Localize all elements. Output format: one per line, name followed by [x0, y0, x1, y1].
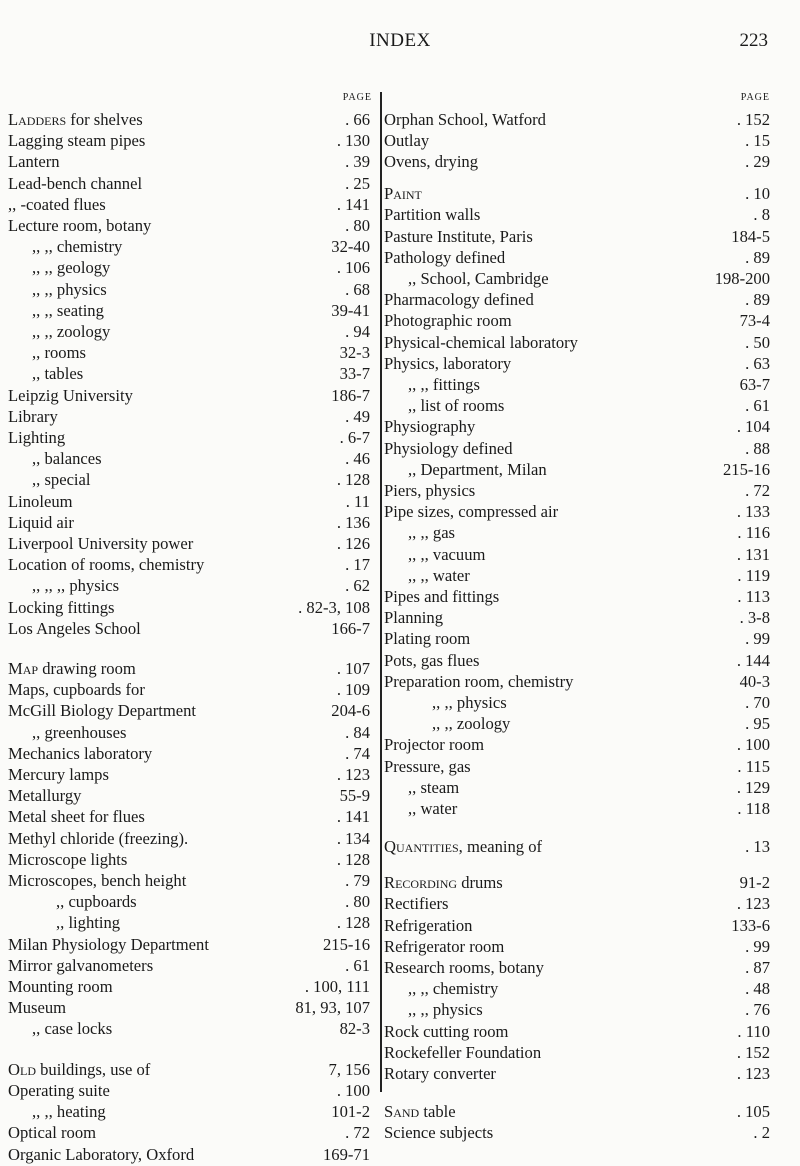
page-reference: . 61 — [745, 396, 770, 416]
index-term: ,, ,, physics — [432, 693, 507, 712]
index-term: Map drawing room — [8, 659, 136, 679]
index-term: Microscopes, bench height — [8, 871, 187, 891]
index-entry — [384, 756, 770, 778]
page-reference: 33-7 — [339, 364, 370, 384]
page-reference: 73-4 — [739, 311, 770, 331]
index-entry — [384, 130, 770, 152]
page-reference: . 11 — [345, 491, 370, 511]
index-term: Photographic room — [384, 311, 512, 331]
page-reference: . 128 — [336, 913, 370, 933]
page-reference: . 66 — [345, 110, 370, 129]
index-term: Partition walls — [384, 205, 481, 225]
index-term: Optical room — [8, 1123, 97, 1143]
index-term: ,, ,, vacuum — [408, 544, 486, 564]
index-term: Liquid air — [8, 512, 74, 532]
index-term: Metallurgy — [8, 786, 82, 806]
index-term: Pharmacology defined — [384, 290, 534, 310]
index-entry — [8, 300, 378, 322]
page-reference: 198-200 — [714, 269, 770, 288]
index-entry — [384, 915, 770, 937]
index-term: Ovens, drying — [384, 152, 479, 172]
page-reference: 32-3 — [339, 343, 370, 363]
index-term: McGill Biology Department — [8, 701, 197, 721]
page-reference: . 3-8 — [739, 608, 770, 628]
page-reference: . 113 — [737, 587, 770, 606]
index-entry — [8, 849, 378, 871]
page-reference: . 25 — [345, 173, 370, 193]
page-reference: 63-7 — [739, 375, 770, 394]
index-entry — [384, 310, 770, 332]
index-term: Lead-bench channel — [8, 173, 143, 193]
page-reference: . 80 — [345, 892, 370, 912]
page-reference: . 10 — [745, 184, 770, 204]
page-reference: 186-7 — [331, 385, 370, 405]
page-reference: . 94 — [345, 322, 370, 341]
index-term: Locking fittings — [8, 597, 115, 617]
index-term: ,, water — [408, 799, 458, 818]
page-reference: 215-16 — [722, 459, 770, 479]
page-reference: . 50 — [745, 332, 770, 352]
index-term: Physiography — [384, 417, 476, 437]
page-reference: . 99 — [745, 629, 770, 649]
index-term: Lecture room, botany — [8, 216, 152, 235]
index-entry — [384, 650, 770, 672]
page-reference: . 87 — [745, 958, 770, 977]
page-reference: . 6-7 — [339, 428, 370, 447]
index-term: ,, list of rooms — [408, 396, 505, 416]
index-term: Microscope lights — [8, 849, 128, 869]
index-entry — [384, 438, 770, 460]
page-reference: . 8 — [753, 205, 770, 225]
index-entry — [8, 1059, 378, 1081]
index-entry — [384, 247, 770, 269]
index-term: Sand table — [384, 1102, 456, 1122]
index-term: ,, ,, water — [408, 565, 470, 585]
page-reference: . 152 — [736, 1042, 770, 1062]
page-reference: . 126 — [336, 534, 370, 553]
index-entry — [8, 109, 378, 131]
page-column-label: PAGE — [740, 92, 770, 103]
index-entry — [8, 891, 378, 913]
index-entry — [8, 955, 378, 977]
index-term: Quantities, meaning of — [384, 837, 543, 857]
index-term: ,, lighting — [56, 913, 121, 933]
index-entry — [384, 183, 770, 205]
page-reference: . 131 — [736, 544, 770, 564]
index-entry — [8, 194, 378, 216]
index-entry — [8, 257, 378, 279]
index-entry — [384, 374, 770, 396]
index-term: Pipes and fittings — [384, 587, 500, 606]
page-reference: . 88 — [745, 438, 770, 458]
index-entry — [8, 554, 378, 576]
page-reference: 55-9 — [339, 786, 370, 806]
index-term: Outlay — [384, 131, 430, 151]
index-term: Pipe sizes, compressed air — [384, 502, 559, 522]
index-term: Operating suite — [8, 1080, 110, 1100]
index-term: ,, School, Cambridge — [408, 269, 549, 288]
index-term: Piers, physics — [384, 481, 476, 500]
page-reference: 101-2 — [331, 1102, 370, 1122]
page-reference: 184-5 — [731, 226, 770, 246]
index-term: ,, ,, heating — [32, 1102, 106, 1122]
index-entry — [384, 1042, 770, 1064]
index-term: Mounting room — [8, 977, 113, 997]
index-term: Methyl chloride (freezing). — [8, 828, 189, 848]
index-entry — [384, 734, 770, 756]
index-entry — [384, 999, 770, 1021]
index-entry — [384, 268, 770, 290]
index-entry — [8, 406, 378, 428]
index-term: ,, ,, seating — [32, 300, 104, 320]
index-entry — [384, 289, 770, 311]
index-entry — [384, 713, 770, 735]
page-reference: . 130 — [336, 131, 370, 151]
index-entry — [8, 912, 378, 934]
page-reference: . 152 — [736, 110, 770, 129]
page-reference: . 128 — [336, 470, 370, 490]
page-reference: . 129 — [736, 777, 770, 797]
index-entry — [8, 870, 378, 892]
index-term: ,, Department, Milan — [408, 459, 547, 479]
page-reference: . 72 — [745, 481, 770, 500]
index-entry — [384, 109, 770, 131]
index-entry — [8, 976, 378, 998]
index-term: ,, ,, gas — [408, 523, 456, 543]
index-term: Mercury lamps — [8, 765, 109, 785]
page-reference: . 107 — [336, 659, 370, 679]
page-reference: . 116 — [737, 523, 770, 543]
index-term: Pasture Institute, Paris — [384, 226, 533, 246]
index-entry — [8, 1144, 378, 1166]
index-entry — [8, 618, 378, 640]
index-term: Science subjects — [384, 1123, 494, 1143]
index-entry — [384, 1101, 770, 1123]
index-term: Linoleum — [8, 491, 73, 511]
index-term: Location of rooms, chemistry — [8, 555, 205, 575]
page-reference: . 136 — [336, 512, 370, 532]
page-reference: . 15 — [745, 131, 770, 151]
page-reference: . 17 — [345, 555, 370, 575]
column-divider — [380, 92, 382, 1092]
index-term: Research rooms, botany — [384, 958, 544, 977]
index-term: Physical-chemical laboratory — [384, 332, 578, 352]
index-entry — [384, 1122, 770, 1144]
index-entry — [8, 512, 378, 534]
index-entry — [384, 416, 770, 438]
index-entry — [384, 151, 770, 173]
running-title: INDEX — [369, 30, 431, 51]
index-term: Los Angeles School — [8, 618, 141, 638]
page-reference: . 46 — [345, 449, 370, 469]
index-term: Ladders for shelves — [8, 110, 143, 129]
index-entry — [384, 332, 770, 354]
index-term: Projector room — [384, 735, 485, 755]
index-entry — [384, 204, 770, 226]
index-entry — [384, 544, 770, 566]
page-number: 223 — [739, 30, 768, 51]
page-reference: . 72 — [345, 1123, 370, 1143]
index-entry — [384, 893, 770, 915]
index-entry — [8, 785, 378, 807]
page-reference: . 13 — [745, 837, 770, 857]
index-entry — [8, 427, 378, 449]
page-reference: 39-41 — [331, 300, 370, 320]
index-term: Library — [8, 406, 58, 426]
index-term: Refrigerator room — [384, 936, 505, 956]
index-term: Plating room — [384, 629, 471, 649]
index-entry — [384, 607, 770, 629]
index-term: ,, ,, physics — [408, 1000, 483, 1020]
index-term: ,, rooms — [32, 343, 86, 363]
index-term: Old buildings, use of — [8, 1059, 151, 1079]
page-reference: . 61 — [345, 955, 370, 975]
page-reference: . 100 — [336, 1080, 370, 1100]
index-entry — [384, 1063, 770, 1085]
index-term: Lagging steam pipes — [8, 131, 146, 151]
index-term: Liverpool University power — [8, 534, 194, 553]
index-entry — [384, 522, 770, 544]
page-reference: . 118 — [737, 799, 770, 818]
page-reference: . 144 — [736, 650, 770, 670]
index-term: Rectifiers — [384, 894, 449, 914]
index-entry — [8, 448, 378, 470]
index-term: ,, steam — [408, 777, 460, 797]
page-reference: 82-3 — [339, 1019, 370, 1039]
index-term: ,, greenhouses — [32, 722, 127, 742]
index-term: ,, case locks — [32, 1019, 113, 1039]
index-entry — [8, 934, 378, 956]
page-reference: . 133 — [736, 502, 770, 522]
index-entry — [8, 173, 378, 195]
index-entry — [8, 130, 378, 152]
page-reference: . 76 — [745, 1000, 770, 1020]
page-reference: . 106 — [336, 258, 370, 278]
index-term: Mirror galvanometers — [8, 955, 154, 975]
page-column-label: PAGE — [342, 92, 372, 103]
index-term: Museum — [8, 998, 67, 1018]
page-reference: 133-6 — [731, 915, 770, 935]
page-reference: . 48 — [745, 979, 770, 999]
index-term: ,, ,, fittings — [408, 375, 480, 394]
index-term: Milan Physiology Department — [8, 934, 209, 954]
index-term: Lighting — [8, 428, 66, 447]
index-entry — [384, 395, 770, 417]
index-entry — [8, 363, 378, 385]
index-entry — [8, 658, 378, 680]
page-reference: . 68 — [345, 279, 370, 299]
index-entry — [384, 836, 770, 858]
index-entry — [384, 628, 770, 650]
page-reference: . 80 — [345, 216, 370, 235]
index-entry — [384, 978, 770, 1000]
page-reference: . 141 — [336, 194, 370, 214]
page-reference: 169-71 — [322, 1144, 370, 1164]
index-term: Pots, gas flues — [384, 650, 480, 670]
index-entry — [384, 226, 770, 248]
index-entry — [8, 764, 378, 786]
page-reference: . 134 — [336, 828, 370, 848]
index-term: Maps, cupboards for — [8, 680, 145, 700]
index-entry — [384, 1021, 770, 1043]
page-reference: . 89 — [745, 290, 770, 310]
index-entry — [8, 236, 378, 258]
page-reference: . 123 — [336, 765, 370, 785]
page-reference: . 99 — [745, 936, 770, 956]
page-reference: 215-16 — [322, 934, 370, 954]
page-reference: . 63 — [745, 353, 770, 373]
index-entry — [384, 957, 770, 979]
index-term: ,, ,, chemistry — [408, 979, 499, 999]
index-entry — [8, 469, 378, 491]
index-term: Leipzig University — [8, 385, 133, 405]
index-term: Rotary converter — [384, 1064, 496, 1083]
index-entry — [384, 565, 770, 587]
index-term: Recording drums — [384, 873, 503, 893]
index-term: Rock cutting room — [384, 1021, 509, 1041]
index-entry — [384, 777, 770, 799]
index-term: ,, special — [32, 470, 91, 490]
index-term: ,, ,, ,, physics — [32, 576, 120, 596]
index-term: Pressure, gas — [384, 756, 471, 776]
page-reference: . 79 — [345, 871, 370, 891]
index-term: ,, balances — [32, 449, 102, 469]
index-entry — [384, 586, 770, 608]
index-entry — [384, 692, 770, 714]
page-header — [0, 30, 800, 60]
index-entry — [384, 798, 770, 820]
page-reference: 7, 156 — [328, 1059, 370, 1079]
index-term: ,, ,, geology — [32, 258, 111, 278]
page-reference: . 95 — [745, 714, 770, 734]
index-entry — [8, 321, 378, 343]
index-term: ,, ,, zoology — [32, 322, 111, 341]
index-entry — [8, 151, 378, 173]
page-reference: 81, 93, 107 — [295, 998, 370, 1018]
index-term: ,, ,, chemistry — [32, 237, 123, 257]
index-entry — [8, 491, 378, 513]
index-entry — [384, 936, 770, 958]
index-entry — [8, 533, 378, 555]
index-entry — [8, 342, 378, 364]
index-term: Lantern — [8, 152, 60, 172]
page-reference: . 105 — [736, 1102, 770, 1122]
index-entry — [8, 597, 378, 619]
page-reference: . 39 — [345, 152, 370, 172]
page-reference: . 109 — [336, 680, 370, 700]
page-reference: . 100, 111 — [304, 977, 370, 997]
page-reference: . 29 — [745, 152, 770, 172]
index-entry — [8, 575, 378, 597]
index-term: Metal sheet for flues — [8, 807, 145, 827]
index-term: Paint — [384, 184, 422, 204]
index-term: Planning — [384, 608, 444, 628]
page-reference: . 128 — [336, 849, 370, 869]
index-term: Refrigeration — [384, 915, 473, 935]
page-reference: . 104 — [736, 417, 770, 437]
index-entry — [8, 743, 378, 765]
page-reference: . 84 — [345, 722, 370, 742]
page-reference: 40-3 — [739, 671, 770, 691]
index-entry — [8, 679, 378, 701]
page-reference: . 123 — [736, 894, 770, 914]
index-term: Rockefeller Foundation — [384, 1042, 542, 1062]
index-entry — [8, 828, 378, 850]
index-term: Pathology defined — [384, 247, 506, 267]
index-entry — [384, 872, 770, 894]
index-entry — [384, 501, 770, 523]
index-term: ,, -coated flues — [8, 194, 106, 214]
page-reference: . 2 — [753, 1123, 770, 1143]
page-reference: . 119 — [737, 565, 770, 585]
index-entry — [384, 480, 770, 502]
index-entry — [8, 806, 378, 828]
page-reference: . 115 — [737, 756, 770, 776]
index-entry — [8, 279, 378, 301]
index-term: Organic Laboratory, Oxford — [8, 1144, 195, 1164]
index-term: Physiology defined — [384, 438, 513, 458]
index-entry — [8, 997, 378, 1019]
index-entry — [8, 722, 378, 744]
page-reference: . 70 — [745, 693, 770, 712]
index-term: Physics, laboratory — [384, 353, 512, 373]
index-entry — [8, 1101, 378, 1123]
index-term: ,, ,, zoology — [432, 714, 511, 734]
index-entry — [8, 700, 378, 722]
page-reference: . 62 — [345, 576, 370, 596]
index-entry — [8, 215, 378, 237]
page-reference: . 89 — [745, 247, 770, 267]
index-entry — [384, 671, 770, 693]
page-reference: 91-2 — [739, 873, 770, 893]
index-entry — [8, 1018, 378, 1040]
page-reference: 204-6 — [331, 701, 370, 721]
page-reference: . 123 — [736, 1064, 770, 1083]
page-reference: 32-40 — [331, 237, 370, 257]
page-reference: . 74 — [345, 743, 370, 763]
index-entry — [8, 385, 378, 407]
index-entry — [384, 353, 770, 375]
index-term: Mechanics laboratory — [8, 743, 153, 763]
page-reference: . 100 — [736, 735, 770, 755]
page-reference: . 141 — [336, 807, 370, 827]
page-reference: . 49 — [345, 406, 370, 426]
page-reference: 166-7 — [331, 618, 370, 638]
index-term: Preparation room, chemistry — [384, 671, 574, 691]
page-reference: . 110 — [737, 1021, 770, 1041]
index-entry — [384, 459, 770, 481]
index-entry — [8, 1080, 378, 1102]
page-reference: . 82-3, 108 — [298, 597, 370, 617]
index-entry — [8, 1122, 378, 1144]
index-term: ,, ,, physics — [32, 279, 107, 299]
index-term: Orphan School, Watford — [384, 110, 546, 129]
index-term: ,, cupboards — [56, 892, 137, 912]
index-term: ,, tables — [32, 364, 84, 384]
